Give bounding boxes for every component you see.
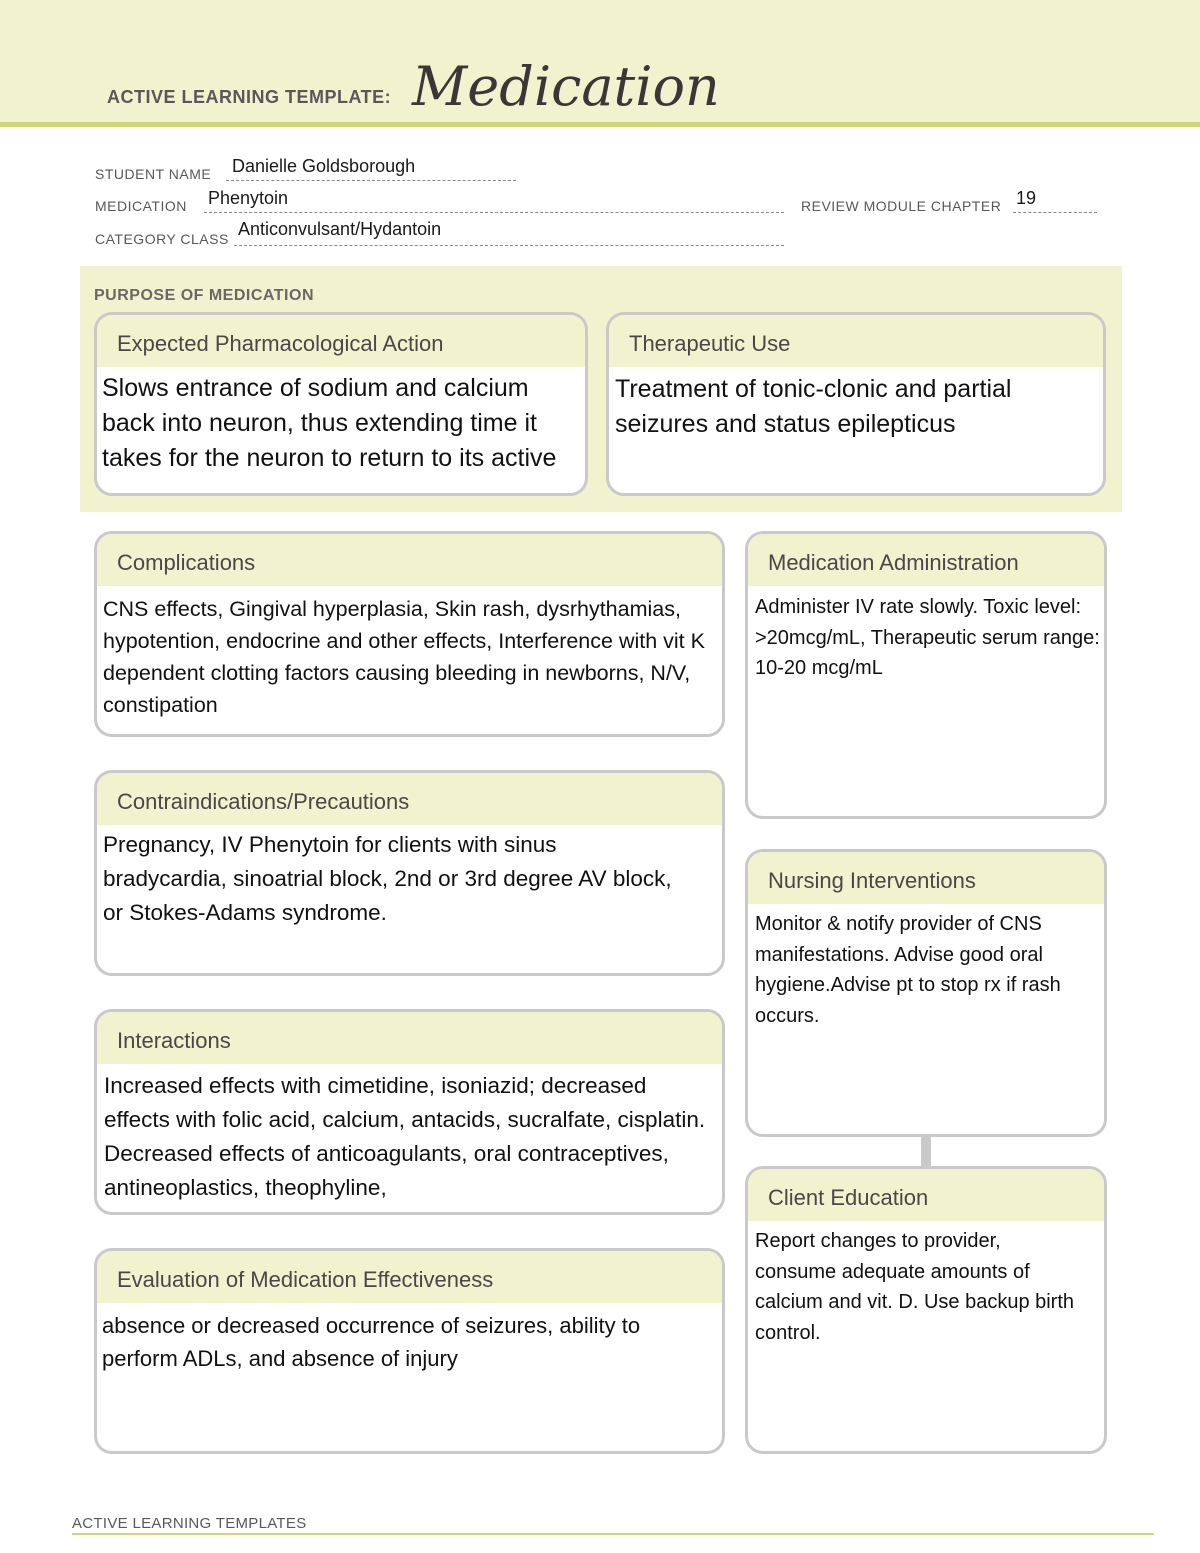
review-module-line xyxy=(1013,212,1097,213)
contraindications-title: Contraindications/Precautions xyxy=(117,789,410,814)
medication-field[interactable]: Phenytoin xyxy=(208,188,289,208)
therapeutic-use-title: Therapeutic Use xyxy=(629,331,791,356)
medication-administration-text[interactable]: Administer IV rate slowly. Toxic level: >20mcg/mL, Therapeutic serum range: 10-20 mcg/mL xyxy=(755,596,1100,679)
footer-divider xyxy=(72,1533,1154,1535)
contraindications-text[interactable]: Pregnancy, IV Phenytoin for clients with sinus bradycardia, sinoatrial block, 2nd or 3rd degree AV block, or Stokes-Adams syndrome. xyxy=(103,832,672,925)
header-divider xyxy=(0,122,1200,127)
student-name-field[interactable]: Danielle Goldsborough xyxy=(232,156,416,176)
complications-title: Complications xyxy=(117,550,256,575)
box-connector xyxy=(921,1136,931,1166)
therapeutic-use-box xyxy=(606,312,1106,496)
client-education-box xyxy=(745,1166,1107,1454)
interactions-text[interactable]: Increased effects with cimetidine, isoniazid; decreased effects with folic acid, calcium, antacids, sucralfate, cisplatin. Decreased effects of anticoagulants, oral contraceptives, antineoplastics, theophyline, xyxy=(104,1073,706,1200)
complications-box xyxy=(94,531,725,737)
expected-action-title: Expected Pharmacological Action xyxy=(117,331,444,356)
student-name-line xyxy=(226,180,516,181)
template-label: ACTIVE LEARNING TEMPLATE: xyxy=(107,87,392,107)
interactions-box xyxy=(94,1009,725,1215)
interactions-title: Interactions xyxy=(117,1028,231,1053)
therapeutic-use-text[interactable]: Treatment of tonic-clonic and partial seizures and status epilepticus xyxy=(615,375,1012,438)
evaluation-title: Evaluation of Medication Effectiveness xyxy=(117,1267,494,1292)
expected-action-text[interactable]: Slows entrance of sodium and calcium back into neuron, thus extending time it takes for the neuron to return to its active xyxy=(102,374,557,472)
category-class-line xyxy=(234,245,784,246)
category-class-field[interactable]: Anticonvulsant/Hydantoin xyxy=(238,219,442,239)
client-education-text[interactable]: Report changes to provider, consume adequate amounts of calcium and vit. D. Use backup birth control. xyxy=(755,1230,1075,1344)
evaluation-text[interactable]: absence or decreased occurrence of seizures, ability to perform ADLs, and absence of injury xyxy=(102,1313,641,1371)
review-module-field[interactable]: 19 xyxy=(1016,188,1037,208)
nursing-interventions-text[interactable]: Monitor & notify provider of CNS manifestations. Advise good oral hygiene.Advise pt to stop rx if rash occurs. xyxy=(755,913,1061,1027)
footer-label: ACTIVE LEARNING TEMPLATES xyxy=(72,1515,307,1532)
medication-administration-box xyxy=(745,531,1107,819)
expected-action-box xyxy=(94,312,588,496)
medication-line xyxy=(204,212,784,213)
contraindications-box xyxy=(94,770,725,976)
complications-text[interactable]: CNS effects, Gingival hyperplasia, Skin rash, dysrhythamias, hypotention, endocrine and other effects, Interference with vit K dependent clotting factors causing bleeding in newborns, N/V, constipation xyxy=(103,597,705,717)
medication-label: MEDICATION xyxy=(95,198,187,214)
review-module-label: REVIEW MODULE CHAPTER xyxy=(801,198,1002,214)
category-class-label: CATEGORY CLASS xyxy=(95,231,229,247)
nursing-interventions-title: Nursing Interventions xyxy=(768,868,976,893)
client-education-title: Client Education xyxy=(768,1185,929,1210)
page-title: Medication xyxy=(412,55,720,118)
medication-administration-title: Medication Administration xyxy=(768,550,1019,575)
student-name-label: STUDENT NAME xyxy=(95,166,212,182)
evaluation-box xyxy=(94,1248,725,1454)
purpose-label: PURPOSE OF MEDICATION xyxy=(94,287,314,304)
nursing-interventions-box xyxy=(745,849,1107,1137)
